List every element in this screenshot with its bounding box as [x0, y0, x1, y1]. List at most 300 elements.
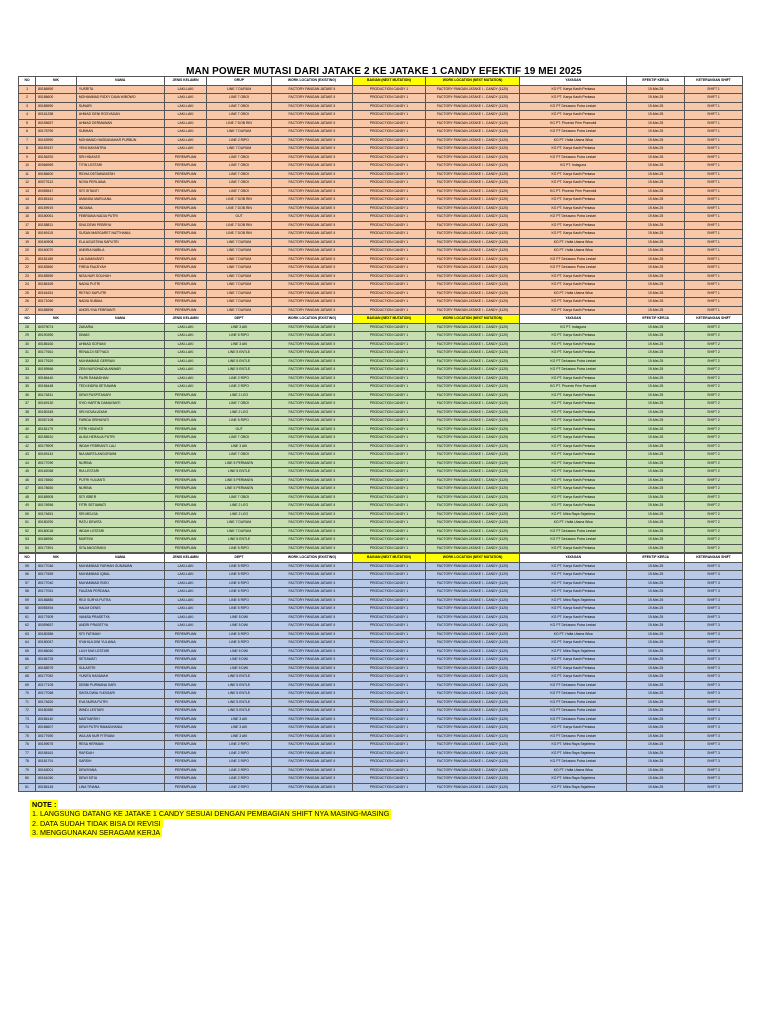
cell-grup: LINE 3 AKI	[207, 715, 271, 724]
table-row	[19, 664, 743, 673]
cell-efektif-kerja: 19-Mei-25	[627, 451, 685, 460]
cell-work-location-next: FACTORY PANGAN JATAKE I - CANDY (1120)	[425, 724, 519, 733]
column-header-nik: NIK	[36, 315, 77, 324]
cell-jenis-kelamin: LAKI-LAKI	[164, 128, 207, 137]
table-row	[19, 690, 743, 699]
cell-nama: NADIA SUBAIA	[76, 298, 164, 307]
cell-nik: 80186725	[36, 656, 77, 665]
cell-efektif-kerja: 19-Mei-25	[627, 613, 685, 622]
cell-efektif-kerja: 19-Mei-25	[627, 664, 685, 673]
cell-work-location-existing: FACTORY PANGAN JATAKE II	[271, 408, 352, 417]
cell-keterangan-shift: SHIFT 3	[685, 596, 743, 605]
cell-nama: DEWI PUSPITASARI	[76, 391, 164, 400]
cell-bagian-next: PRODUCTION CANDY 1	[353, 340, 426, 349]
cell-grup: LINE 5 RIPO	[207, 639, 271, 648]
cell-work-location-next: FACTORY PANGAN JATAKE I - CANDY (1120)	[425, 230, 519, 239]
cell-keterangan-shift: SHIFT 1	[685, 255, 743, 264]
cell-bagian-next: PRODUCTION CANDY 1	[353, 289, 426, 298]
cell-yayasan: KG PT. Karya Kasih Perkasa	[520, 442, 627, 451]
cell-work-location-existing: FACTORY PANGAN JATAKE II	[271, 749, 352, 758]
cell-work-location-existing: FACTORY PANGAN JATAKE II	[271, 741, 352, 750]
column-header-jk: JENIS KELAMIN	[164, 77, 207, 86]
cell-no: 42	[19, 442, 36, 451]
cell-nik: 80186607	[36, 724, 77, 733]
cell-work-location-existing: FACTORY PANGAN JATAKE II	[271, 111, 352, 120]
cell-nama: SETIAWATI	[76, 656, 164, 665]
notes-heading: NOTE :	[32, 800, 57, 809]
cell-yayasan: KG PT. Indaguna	[520, 323, 627, 332]
cell-bagian-next: PRODUCTION CANDY 1	[353, 596, 426, 605]
cell-no: 46	[19, 476, 36, 485]
cell-efektif-kerja: 19-Mei-25	[627, 111, 685, 120]
cell-work-location-next: FACTORY PANGAN JATAKE I - CANDY (1120)	[425, 391, 519, 400]
cell-jenis-kelamin: PEREMPUAN	[164, 213, 207, 222]
table-row	[19, 153, 743, 162]
cell-keterangan-shift: SHIFT 3	[685, 775, 743, 784]
cell-grup: LINE 5 RIPO	[207, 544, 271, 553]
cell-nama: INDAH FEBRIANTI LAU	[76, 442, 164, 451]
cell-keterangan-shift: SHIFT 2	[685, 502, 743, 511]
cell-jenis-kelamin: PEREMPUAN	[164, 690, 207, 699]
header-row	[19, 315, 743, 324]
cell-grup: LINE 7 DURUM	[207, 306, 271, 315]
cell-work-location-next: FACTORY PANGAN JATAKE I - CANDY (1120)	[425, 647, 519, 656]
cell-work-location-existing: FACTORY PANGAN JATAKE II	[271, 340, 352, 349]
cell-nama: SINTA DWIA YUDISARI	[76, 690, 164, 699]
cell-work-location-next: FACTORY PANGAN JATAKE I - CANDY (1120)	[425, 622, 519, 631]
table-row	[19, 451, 743, 460]
column-header-nama: NAMA	[76, 554, 164, 563]
cell-efektif-kerja: 19-Mei-25	[627, 102, 685, 111]
cell-keterangan-shift: SHIFT 1	[685, 187, 743, 196]
cell-yayasan: KG PT. Indaguna	[520, 162, 627, 171]
cell-nama: RESA HERMAN	[76, 741, 164, 750]
cell-grup: LINE 5 DWI	[207, 622, 271, 631]
cell-nik: 80158161	[36, 749, 77, 758]
table-row	[19, 298, 743, 307]
cell-jenis-kelamin: PEREMPUAN	[164, 170, 207, 179]
cell-jenis-kelamin: PEREMPUAN	[164, 527, 207, 536]
cell-yayasan: KG PT. Karya Kasih Perkasa	[520, 468, 627, 477]
cell-work-location-existing: FACTORY PANGAN JATAKE II	[271, 571, 352, 580]
cell-efektif-kerja: 19-Mei-25	[627, 783, 685, 792]
cell-nik: 80177040	[36, 579, 77, 588]
cell-nama: TEDI INDRA SETIAWAN	[76, 383, 164, 392]
cell-nik: 80159919	[36, 204, 77, 213]
cell-jenis-kelamin: LAKI-LAKI	[164, 94, 207, 103]
cell-yayasan: KG PT. Hafia Utama Wisa	[520, 519, 627, 528]
table-row	[19, 766, 743, 775]
cell-yayasan: KG PT. Karya Kasih Perkasa	[520, 85, 627, 94]
cell-no: 6	[19, 128, 36, 137]
cell-bagian-next: PRODUCTION CANDY 1	[353, 613, 426, 622]
cell-efektif-kerja: 19-Mei-25	[627, 571, 685, 580]
cell-nik: 80186145	[36, 783, 77, 792]
cell-efektif-kerja: 19-Mei-25	[627, 544, 685, 553]
cell-work-location-next: FACTORY PANGAN JATAKE I - CANDY (1120)	[425, 544, 519, 553]
cell-work-location-next: FACTORY PANGAN JATAKE I - CANDY (1120)	[425, 656, 519, 665]
cell-work-location-next: FACTORY PANGAN JATAKE I - CANDY (1120)	[425, 434, 519, 443]
table-row	[19, 230, 743, 239]
cell-no: 37	[19, 400, 36, 409]
cell-keterangan-shift: SHIFT 1	[685, 264, 743, 273]
table-row	[19, 391, 743, 400]
cell-nama: SYID HARTIN DAMAYANTI	[76, 400, 164, 409]
cell-work-location-existing: FACTORY PANGAN JATAKE II	[271, 588, 352, 597]
cell-work-location-next: FACTORY PANGAN JATAKE I - CANDY (1120)	[425, 588, 519, 597]
cell-nik: 80163001	[36, 766, 77, 775]
cell-nama: MUHAMMAD IQBAL	[76, 571, 164, 580]
cell-keterangan-shift: SHIFT 2	[685, 434, 743, 443]
cell-work-location-existing: FACTORY PANGAN JATAKE II	[271, 170, 352, 179]
document-title: MAN POWER MUTASI DARI JATAKE 2 KE JATAKE 1 CANDY EFEKTIF 19 MEI 2025	[186, 66, 582, 77]
cell-grup: LINE 7 OBOI	[207, 102, 271, 111]
cell-nik: 80171060	[36, 298, 77, 307]
cell-jenis-kelamin: PEREMPUAN	[164, 766, 207, 775]
cell-bagian-next: PRODUCTION CANDY 1	[353, 162, 426, 171]
cell-work-location-existing: FACTORY PANGAN JATAKE II	[271, 681, 352, 690]
cell-jenis-kelamin: LAKI-LAKI	[164, 374, 207, 383]
cell-nama: ELA AGUSTINA SAPUTRI	[76, 238, 164, 247]
cell-yayasan: KG PT. Karya Kasih Perkasa	[520, 332, 627, 341]
table-row	[19, 749, 743, 758]
cell-nik: 80177105	[36, 681, 77, 690]
cell-nik: 80174620	[36, 698, 77, 707]
cell-nama: FARIDA SRIHAYATI	[76, 417, 164, 426]
cell-keterangan-shift: SHIFT 1	[685, 102, 743, 111]
cell-bagian-next: PRODUCTION CANDY 1	[353, 264, 426, 273]
cell-efektif-kerja: 19-Mei-25	[627, 247, 685, 256]
cell-work-location-existing: FACTORY PANGAN JATAKE II	[271, 766, 352, 775]
cell-jenis-kelamin: LAKI-LAKI	[164, 588, 207, 597]
cell-keterangan-shift: SHIFT 2	[685, 468, 743, 477]
table-row	[19, 102, 743, 111]
cell-no: 26	[19, 298, 36, 307]
cell-no: 76	[19, 741, 36, 750]
cell-keterangan-shift: SHIFT 1	[685, 298, 743, 307]
cell-grup: LINE 7 OBOI	[207, 153, 271, 162]
cell-yayasan: KG PT. Karya Kasih Perkasa	[520, 493, 627, 502]
cell-nik: 80186440	[36, 374, 77, 383]
column-header-wl-next: WORK LOCATION (NEXT MUTATION)	[425, 77, 519, 86]
cell-efektif-kerja: 19-Mei-25	[627, 485, 685, 494]
cell-yayasan: KG PT. Karya Kasih Perkasa	[520, 298, 627, 307]
cell-jenis-kelamin: LAKI-LAKI	[164, 596, 207, 605]
cell-keterangan-shift: SHIFT 2	[685, 391, 743, 400]
cell-yayasan: KG PT Delusano Putra Lestari	[520, 128, 627, 137]
cell-grup: GUT	[207, 425, 271, 434]
cell-grup: LINE 7 OBOI	[207, 451, 271, 460]
cell-no: 28	[19, 323, 36, 332]
cell-efektif-kerja: 19-Mei-25	[627, 698, 685, 707]
cell-efektif-kerja: 19-Mei-25	[627, 579, 685, 588]
cell-grup: LINE 7 OBOI	[207, 400, 271, 409]
cell-efektif-kerja: 19-Mei-25	[627, 527, 685, 536]
cell-work-location-existing: FACTORY PANGAN JATAKE II	[271, 332, 352, 341]
cell-nik: 80186600	[36, 170, 77, 179]
cell-keterangan-shift: SHIFT 1	[685, 111, 743, 120]
cell-bagian-next: PRODUCTION CANDY 1	[353, 741, 426, 750]
column-header-nik: NIK	[36, 554, 77, 563]
cell-bagian-next: PRODUCTION CANDY 1	[353, 468, 426, 477]
column-header-no: NO	[19, 554, 36, 563]
cell-yayasan: KG PT Delusano Putra Lestari	[520, 622, 627, 631]
cell-nik: 80055394	[36, 605, 77, 614]
table-row	[19, 724, 743, 733]
header-row	[19, 77, 743, 86]
cell-yayasan: KG PT. Karya Kasih Perkasa	[520, 391, 627, 400]
cell-yayasan: KG PT. Karya Kasih Perkasa	[520, 664, 627, 673]
cell-no: 16	[19, 213, 36, 222]
table-row	[19, 656, 743, 665]
cell-keterangan-shift: SHIFT 3	[685, 698, 743, 707]
cell-jenis-kelamin: PEREMPUAN	[164, 187, 207, 196]
cell-yayasan: KG PT. Karya Kasih Perkasa	[520, 451, 627, 460]
cell-yayasan: KG PT Delusano Putra Lestari	[520, 527, 627, 536]
cell-no: 45	[19, 468, 36, 477]
cell-efektif-kerja: 19-Mei-25	[627, 136, 685, 145]
cell-keterangan-shift: SHIFT 2	[685, 425, 743, 434]
cell-jenis-kelamin: PEREMPUAN	[164, 391, 207, 400]
table-row	[19, 698, 743, 707]
cell-grup: LINE 5 ENTLE	[207, 690, 271, 699]
cell-nama: AHMAD SOFIANI	[76, 340, 164, 349]
cell-nama: FITRI HIDAYATI	[76, 425, 164, 434]
cell-no: 10	[19, 162, 36, 171]
cell-no: 34	[19, 374, 36, 383]
cell-work-location-existing: FACTORY PANGAN JATAKE II	[271, 502, 352, 511]
cell-work-location-next: FACTORY PANGAN JATAKE I - CANDY (1120)	[425, 459, 519, 468]
cell-keterangan-shift: SHIFT 2	[685, 442, 743, 451]
cell-efektif-kerja: 19-Mei-25	[627, 221, 685, 230]
cell-no: 1	[19, 85, 36, 94]
cell-work-location-next: FACTORY PANGAN JATAKE I - CANDY (1120)	[425, 579, 519, 588]
cell-bagian-next: PRODUCTION CANDY 1	[353, 656, 426, 665]
cell-efektif-kerja: 19-Mei-25	[627, 707, 685, 716]
column-header-yayasan: YAYASAN	[520, 77, 627, 86]
cell-yayasan: KG PT. Hafia Utama Wisa	[520, 630, 627, 639]
cell-keterangan-shift: SHIFT 3	[685, 766, 743, 775]
cell-grup: LINE 5 RIPO	[207, 630, 271, 639]
cell-work-location-next: FACTORY PANGAN JATAKE I - CANDY (1120)	[425, 783, 519, 792]
cell-yayasan: KG PT. Mitra Raya Sejahtera	[520, 596, 627, 605]
cell-jenis-kelamin: PEREMPUAN	[164, 707, 207, 716]
cell-jenis-kelamin: LAKI-LAKI	[164, 102, 207, 111]
cell-efektif-kerja: 19-Mei-25	[627, 196, 685, 205]
cell-work-location-existing: FACTORY PANGAN JATAKE II	[271, 724, 352, 733]
cell-nama: YUNITA HASANAH	[76, 673, 164, 682]
cell-work-location-existing: FACTORY PANGAN JATAKE II	[271, 510, 352, 519]
cell-efektif-kerja: 19-Mei-25	[627, 179, 685, 188]
cell-keterangan-shift: SHIFT 3	[685, 715, 743, 724]
cell-bagian-next: PRODUCTION CANDY 1	[353, 510, 426, 519]
cell-work-location-existing: FACTORY PANGAN JATAKE II	[271, 230, 352, 239]
cell-no: 79	[19, 766, 36, 775]
cell-nama: MURTINI	[76, 536, 164, 545]
cell-work-location-existing: FACTORY PANGAN JATAKE II	[271, 153, 352, 162]
cell-grup: LINE 7 OBOI	[207, 434, 271, 443]
cell-grup: LINE 7 DURUM	[207, 272, 271, 281]
cell-work-location-next: FACTORY PANGAN JATAKE I - CANDY (1120)	[425, 332, 519, 341]
cell-jenis-kelamin: PEREMPUAN	[164, 656, 207, 665]
cell-work-location-next: FACTORY PANGAN JATAKE I - CANDY (1120)	[425, 238, 519, 247]
cell-efektif-kerja: 19-Mei-25	[627, 145, 685, 154]
table-row	[19, 519, 743, 528]
cell-grup: LINE 7 DURUM	[207, 145, 271, 154]
cell-bagian-next: PRODUCTION CANDY 1	[353, 357, 426, 366]
cell-efektif-kerja: 19-Mei-25	[627, 596, 685, 605]
table-row	[19, 681, 743, 690]
cell-work-location-next: FACTORY PANGAN JATAKE I - CANDY (1120)	[425, 349, 519, 358]
cell-work-location-existing: FACTORY PANGAN JATAKE II	[271, 485, 352, 494]
cell-jenis-kelamin: PEREMPUAN	[164, 493, 207, 502]
cell-efektif-kerja: 19-Mei-25	[627, 306, 685, 315]
cell-nik: 80185590	[36, 272, 77, 281]
column-header-wl-exist: WORK LOCATION (EXISTING)	[271, 315, 352, 324]
cell-bagian-next: PRODUCTION CANDY 1	[353, 664, 426, 673]
cell-work-location-existing: FACTORY PANGAN JATAKE II	[271, 442, 352, 451]
cell-keterangan-shift: SHIFT 3	[685, 622, 743, 631]
cell-no: 40	[19, 425, 36, 434]
cell-bagian-next: PRODUCTION CANDY 1	[353, 281, 426, 290]
table-row	[19, 366, 743, 375]
cell-bagian-next: PRODUCTION CANDY 1	[353, 306, 426, 315]
cell-nik: 80177051	[36, 588, 77, 597]
table-row	[19, 119, 743, 128]
column-header-wl-exist: WORK LOCATION (EXISTING)	[271, 77, 352, 86]
cell-efektif-kerja: 19-Mei-25	[627, 85, 685, 94]
cell-grup: LINE 7 DURUM	[207, 281, 271, 290]
cell-bagian-next: PRODUCTION CANDY 1	[353, 647, 426, 656]
cell-yayasan: KG PT Delusano Putra Lestari	[520, 102, 627, 111]
cell-work-location-existing: FACTORY PANGAN JATAKE II	[271, 323, 352, 332]
table-row	[19, 758, 743, 767]
table-row	[19, 605, 743, 614]
cell-efektif-kerja: 19-Mei-25	[627, 230, 685, 239]
cell-grup: LINE 7 DURUM	[207, 289, 271, 298]
cell-efektif-kerja: 19-Mei-25	[627, 622, 685, 631]
cell-nama: SRI MELISA	[76, 510, 164, 519]
cell-no: 38	[19, 408, 36, 417]
cell-nik: 80174651	[36, 510, 77, 519]
cell-yayasan: KG PT Delusano Putra Lestari	[520, 715, 627, 724]
cell-nik: 80158979	[36, 664, 77, 673]
cell-bagian-next: PRODUCTION CANDY 1	[353, 221, 426, 230]
cell-nik: 80185161	[36, 196, 77, 205]
table-row	[19, 145, 743, 154]
cell-yayasan: KG PT. Karya Kasih Perkasa	[520, 459, 627, 468]
cell-nik: 80156448	[36, 383, 77, 392]
section-table-shift-1	[18, 76, 743, 315]
cell-keterangan-shift: SHIFT 1	[685, 238, 743, 247]
cell-nik: 80181179	[36, 425, 77, 434]
cell-keterangan-shift: SHIFT 3	[685, 664, 743, 673]
table-row	[19, 349, 743, 358]
cell-efektif-kerja: 19-Mei-25	[627, 468, 685, 477]
cell-grup: LINE 2 LEO	[207, 408, 271, 417]
cell-bagian-next: PRODUCTION CANDY 1	[353, 690, 426, 699]
table-row	[19, 170, 743, 179]
cell-no: 39	[19, 417, 36, 426]
cell-bagian-next: PRODUCTION CANDY 1	[353, 374, 426, 383]
cell-bagian-next: PRODUCTION CANDY 1	[353, 527, 426, 536]
cell-work-location-existing: FACTORY PANGAN JATAKE II	[271, 119, 352, 128]
cell-keterangan-shift: SHIFT 3	[685, 605, 743, 614]
table-row	[19, 579, 743, 588]
cell-nama: HALIM DENIS	[76, 605, 164, 614]
cell-bagian-next: PRODUCTION CANDY 1	[353, 536, 426, 545]
cell-efektif-kerja: 19-Mei-25	[627, 519, 685, 528]
cell-nama: EVA NURIA PUTRI	[76, 698, 164, 707]
cell-efektif-kerja: 19-Mei-25	[627, 298, 685, 307]
cell-work-location-next: FACTORY PANGAN JATAKE I - CANDY (1120)	[425, 758, 519, 767]
cell-work-location-next: FACTORY PANGAN JATAKE I - CANDY (1120)	[425, 681, 519, 690]
cell-jenis-kelamin: PEREMPUAN	[164, 451, 207, 460]
cell-work-location-next: FACTORY PANGAN JATAKE I - CANDY (1120)	[425, 136, 519, 145]
cell-nama: ZAKARIA	[76, 323, 164, 332]
cell-jenis-kelamin: PEREMPUAN	[164, 400, 207, 409]
cell-jenis-kelamin: PEREMPUAN	[164, 247, 207, 256]
cell-nama: ANDRIA NABILA	[76, 247, 164, 256]
note-item-3: 3. MENGGUNAKAN SERAGAM KERJA	[32, 827, 161, 837]
cell-jenis-kelamin: PEREMPUAN	[164, 196, 207, 205]
cell-keterangan-shift: SHIFT 2	[685, 417, 743, 426]
cell-bagian-next: PRODUCTION CANDY 1	[353, 332, 426, 341]
cell-keterangan-shift: SHIFT 1	[685, 162, 743, 171]
table-row	[19, 162, 743, 171]
cell-yayasan: KG PT. Karya Kasih Perkasa	[520, 544, 627, 553]
cell-jenis-kelamin: PEREMPUAN	[164, 459, 207, 468]
cell-efektif-kerja: 19-Mei-25	[627, 238, 685, 247]
cell-bagian-next: PRODUCTION CANDY 1	[353, 707, 426, 716]
cell-bagian-next: PRODUCTION CANDY 1	[353, 85, 426, 94]
cell-work-location-existing: FACTORY PANGAN JATAKE II	[271, 136, 352, 145]
table-row	[19, 775, 743, 784]
table-row	[19, 673, 743, 682]
cell-work-location-existing: FACTORY PANGAN JATAKE II	[271, 758, 352, 767]
cell-yayasan: KG PT. Karya Kasih Perkasa	[520, 230, 627, 239]
cell-work-location-next: FACTORY PANGAN JATAKE I - CANDY (1120)	[425, 519, 519, 528]
cell-grup: LINE 3 AKI	[207, 323, 271, 332]
cell-work-location-existing: FACTORY PANGAN JATAKE II	[271, 434, 352, 443]
cell-no: 14	[19, 196, 36, 205]
cell-work-location-next: FACTORY PANGAN JATAKE I - CANDY (1120)	[425, 741, 519, 750]
cell-nik: 80186950	[36, 536, 77, 545]
cell-no: 36	[19, 391, 36, 400]
cell-nik: 80186880	[36, 596, 77, 605]
column-header-efektif: EFEKTIF KERJA	[627, 77, 685, 86]
cell-work-location-existing: FACTORY PANGAN JATAKE II	[271, 264, 352, 273]
table-row	[19, 221, 743, 230]
cell-nik: 80181185	[36, 255, 77, 264]
cell-no: 64	[19, 639, 36, 648]
cell-jenis-kelamin: LAKI-LAKI	[164, 145, 207, 154]
cell-bagian-next: PRODUCTION CANDY 1	[353, 408, 426, 417]
cell-grup: LINE 5 RIPO	[207, 571, 271, 580]
cell-nik: 80185905	[36, 493, 77, 502]
cell-nama: SARSIH	[76, 758, 164, 767]
cell-grup: LINE 7 DOB RIN	[207, 230, 271, 239]
cell-bagian-next: PRODUCTION CANDY 1	[353, 766, 426, 775]
cell-jenis-kelamin: PEREMPUAN	[164, 775, 207, 784]
cell-keterangan-shift: SHIFT 3	[685, 630, 743, 639]
cell-work-location-existing: FACTORY PANGAN JATAKE II	[271, 664, 352, 673]
cell-grup: LINE 5 RIPO	[207, 332, 271, 341]
cell-work-location-existing: FACTORY PANGAN JATAKE II	[271, 374, 352, 383]
cell-bagian-next: PRODUCTION CANDY 1	[353, 775, 426, 784]
cell-keterangan-shift: SHIFT 2	[685, 527, 743, 536]
cell-efektif-kerja: 19-Mei-25	[627, 417, 685, 426]
